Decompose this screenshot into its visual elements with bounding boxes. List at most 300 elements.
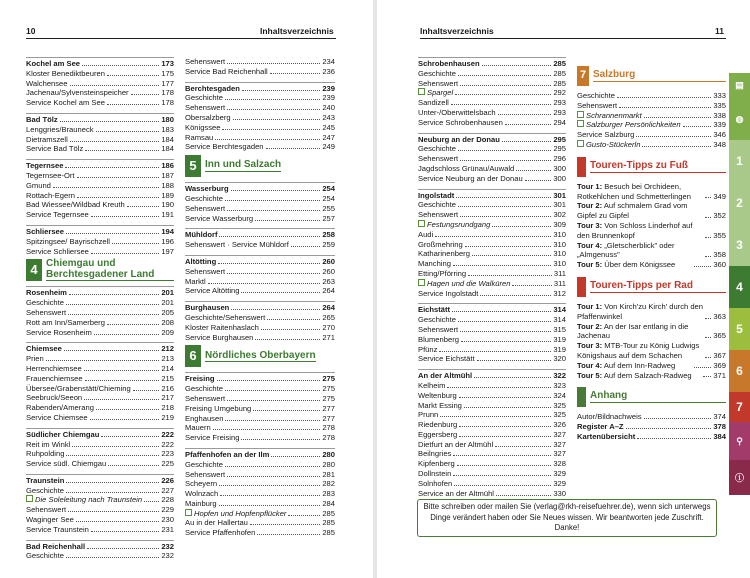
tour-label: Tour 5: (577, 260, 603, 270)
tour-entry (577, 302, 726, 322)
toc-entry-title: Geschichte (185, 459, 223, 469)
dot-leader (227, 470, 320, 477)
toc-entry-title: Service Eichstätt (418, 354, 475, 364)
dot-leader (213, 423, 321, 430)
toc-entry-title: Wasserburg (185, 184, 229, 194)
toc-page-number: 327 (553, 429, 566, 439)
dot-leader (495, 440, 551, 447)
toc-page-number: 282 (322, 479, 335, 489)
toc-page-number: 365 (713, 331, 726, 341)
toc-page-number: 230 (161, 515, 174, 525)
toc-entry (418, 459, 566, 469)
toc-entry-title: Hagen und die Walküren (427, 278, 511, 288)
toc-entry (26, 551, 174, 561)
toc-entry-title: Service Freising (185, 433, 240, 443)
chapter-tab-4[interactable] (729, 266, 750, 308)
toc-entry-title: Enghausen (185, 413, 224, 423)
toc-entry (577, 432, 726, 442)
toc-page-number: 293 (553, 107, 566, 117)
toc-page-number: 293 (553, 98, 566, 108)
dot-leader (452, 305, 551, 312)
toc-entry (418, 289, 566, 299)
toc-entry-title: Bad Wiessee/Wildbad Kreuth (26, 200, 125, 210)
dot-leader (461, 335, 551, 342)
toc-page-number: 329 (553, 469, 566, 479)
dot-leader (459, 420, 551, 427)
toc-page-number: 384 (713, 431, 726, 441)
tours-bike-marker (577, 277, 586, 297)
chapter-number: 4 (26, 259, 42, 281)
toc-entry (185, 240, 335, 250)
toc-entry-title: Service Tegernsee (26, 210, 89, 220)
toc-entry-title: Berchtesgaden (185, 83, 240, 93)
toc-entry-title: Geschichte (185, 193, 223, 203)
chapter-tab-7[interactable] (729, 392, 750, 422)
toc-column-1 (26, 57, 174, 561)
dot-leader (458, 200, 551, 207)
tab-walk-bike-icon[interactable] (729, 422, 750, 460)
toc-entry (185, 123, 335, 133)
toc-entry-title: Spargel (427, 88, 454, 98)
tour-description: Von Schloss Linderhof auf den Brunnenkopf (577, 220, 693, 240)
toc-entry (26, 495, 174, 505)
toc-entry-title: Service Ingolstadt (418, 288, 479, 298)
toc-page-number: 245 (322, 122, 335, 132)
toc-entry (26, 88, 174, 98)
tours-walking-title: Touren-Tipps zu Fuß (590, 161, 726, 173)
toc-entry (26, 135, 174, 145)
chapter-tab-label: 7 (736, 400, 743, 414)
toc-entry (26, 505, 174, 515)
toc-page-number: 265 (322, 312, 335, 322)
toc-entry-title: Sehenswert (185, 103, 226, 113)
box-marker-icon (185, 509, 192, 516)
toc-page-number: 236 (322, 66, 335, 76)
dot-leader (66, 476, 159, 483)
dot-leader (69, 288, 159, 295)
toc-entry-title: Salzburger Persönlichkeiten (586, 120, 681, 130)
tours-walking-marker (577, 157, 586, 177)
toc-entry (185, 333, 335, 343)
toc-page-number: 360 (713, 260, 726, 270)
dot-leader (472, 249, 551, 256)
chapter-title: Salzburg (593, 70, 726, 82)
chapter-tab-label: 6 (736, 364, 743, 378)
toc-entry (185, 509, 335, 519)
toc-entry (185, 142, 335, 152)
toc-entry (418, 335, 566, 345)
dot-leader (225, 460, 320, 467)
chapter-tab-label: 5 (736, 322, 743, 336)
toc-entry (418, 479, 566, 489)
dot-leader (90, 413, 160, 420)
toc-entry-title: Mauern (185, 423, 211, 433)
tour-text (577, 322, 703, 342)
chapter-tab-label: 1 (736, 154, 743, 168)
toc-page-number: 218 (161, 403, 174, 413)
toc-page-number: 285 (553, 78, 566, 88)
toc-entry (26, 328, 174, 338)
box-marker-icon (577, 140, 584, 147)
toc-entry-title: Beilngries (418, 449, 452, 459)
toc-entry-title: Freising (185, 374, 215, 384)
dot-leader (218, 257, 320, 264)
toc-page-number: 189 (161, 190, 174, 200)
toc-entry-title: Service Altötting (185, 286, 240, 296)
toc-page-number: 277 (322, 403, 335, 413)
toc-entry-title: Neuburg an der Donau (418, 134, 500, 144)
toc-page-number: 178 (161, 98, 174, 108)
toc-entry-title: Service Traunstein (26, 524, 89, 534)
toc-entry (185, 384, 335, 394)
toc-entry (185, 67, 335, 77)
dot-leader (133, 384, 160, 391)
toc-entry (418, 303, 566, 315)
toc-entry-title: Sehenswert (185, 266, 226, 276)
toc-entry-title: Sehenswert (26, 307, 67, 317)
toc-page-number: 378 (713, 422, 726, 432)
dot-leader (502, 135, 551, 142)
toc-entry (26, 440, 174, 450)
dot-leader (447, 381, 551, 388)
toc-entry-title: Chiemsee (26, 344, 62, 354)
toc-page-number: 196 (161, 236, 174, 246)
dot-leader (703, 376, 712, 377)
toc-page-number: 329 (553, 478, 566, 488)
toc-page-number: 294 (553, 117, 566, 127)
tour-text (577, 361, 692, 371)
toc-entry (185, 255, 335, 267)
toc-page-number: 263 (322, 276, 335, 286)
toc-page-number: 335 (713, 100, 726, 110)
toc-page-number: 227 (161, 485, 174, 495)
chapter-heading (185, 154, 335, 178)
toc-entry (26, 191, 174, 201)
toc-entry-title: Sehenswert (185, 57, 226, 66)
toc-page-number: 319 (553, 344, 566, 354)
dot-leader (101, 430, 159, 437)
dot-leader (460, 79, 551, 86)
tour-description: Auf dem Salzach-Radweg (602, 370, 692, 380)
dot-leader (107, 318, 159, 325)
toc-entry-title: Service Wasserburg (185, 213, 254, 223)
toc-page-number: 275 (322, 393, 335, 403)
dot-leader (91, 247, 159, 254)
toc-page-number: 215 (161, 373, 174, 383)
info-icon: ⓘ (734, 473, 744, 483)
chapter-heading (185, 344, 335, 368)
dot-leader (291, 240, 321, 247)
toc-entry (577, 140, 726, 150)
dot-leader (108, 459, 159, 466)
toc-entry-title: Sehenswert (418, 78, 459, 88)
toc-page-number: 260 (322, 256, 335, 266)
dot-leader (480, 289, 551, 296)
toc-page-number: 310 (553, 229, 566, 239)
toc-page-number: 311 (553, 278, 566, 288)
toc-entry-title: Tegernsee (26, 161, 64, 171)
toc-page-number: 173 (161, 59, 174, 68)
tour-text (577, 201, 703, 221)
toc-entry (418, 174, 566, 184)
box-marker-icon (577, 120, 584, 127)
toc-entry-title: Kartenübersicht (577, 431, 636, 441)
toc-entry-title: Südlicher Chiemgau (26, 429, 100, 439)
toc-page-number: 216 (161, 383, 174, 393)
toc-page-number: 222 (161, 429, 174, 439)
header-rule-left (26, 38, 336, 39)
chapter-tab-3[interactable] (729, 224, 750, 266)
toc-page-number: 314 (553, 315, 566, 325)
dot-leader (219, 230, 320, 237)
toc-entry-title: Riedenburg (418, 420, 458, 430)
toc-entry (185, 313, 335, 323)
dot-leader (70, 79, 160, 86)
walk-bike-icon: ⚲ (736, 435, 743, 446)
toc-entry-title: Sehenswert (577, 100, 618, 110)
toc-entry-title: Kochel am See (26, 59, 81, 68)
chapter-tab-1[interactable] (729, 140, 750, 182)
chapter-tab-6[interactable] (729, 350, 750, 392)
dot-leader (227, 267, 320, 274)
dot-leader (525, 174, 552, 181)
toc-entry (418, 430, 566, 440)
dot-leader (453, 449, 551, 456)
dot-leader (637, 432, 711, 439)
toc-entry (418, 259, 566, 269)
toc-entry (26, 181, 174, 191)
toc-entry-title: Bad Tölz (26, 114, 58, 124)
toc-entry (26, 69, 174, 79)
toc-entry (26, 459, 174, 469)
dot-leader (222, 123, 320, 130)
toc-page-number: 314 (553, 305, 566, 315)
toc-entry-title: Prunn (418, 410, 439, 420)
toc-page-number: 310 (553, 239, 566, 249)
tab-info-icon[interactable] (729, 460, 750, 495)
toc-page-number: 178 (161, 88, 174, 98)
appendix-entries (577, 412, 726, 441)
toc-page-number: 369 (713, 360, 726, 370)
toc-page-number: 310 (553, 249, 566, 259)
toc-entry-title: Übersee/Grabenstätt/Chieming (26, 383, 131, 393)
dot-leader (219, 499, 321, 506)
toc-entry-title: Gusto-Stückerln (586, 139, 641, 149)
toc-entry-title: Seebruck/Seeon (26, 393, 83, 403)
toc-entry (577, 130, 726, 140)
toc-entry-title: Freising Umgebung (185, 403, 252, 413)
toc-page-number: 254 (322, 193, 335, 203)
toc-page-number: 257 (322, 213, 335, 223)
dot-leader (94, 328, 159, 335)
dot-leader (705, 256, 711, 257)
dot-leader (440, 410, 551, 417)
dot-leader (66, 486, 159, 493)
page-number-left: 10 (26, 26, 36, 36)
dot-leader (705, 237, 711, 238)
toc-entry (26, 200, 174, 210)
toc-page-number: 295 (553, 134, 566, 144)
toc-entry (418, 220, 566, 230)
toc-entry (577, 422, 726, 432)
toc-entry-title: Blumenberg (418, 334, 459, 344)
dot-leader (498, 108, 552, 115)
toc-entry-title: Festungsrundgang (427, 219, 491, 229)
dot-leader (705, 197, 711, 198)
dot-leader (458, 144, 551, 151)
toc-entry-title: Ingolstadt (418, 190, 455, 200)
toc-entry (418, 108, 566, 118)
chapter-title: Inn und Salzach (205, 159, 282, 171)
toc-entry (185, 182, 335, 194)
toc-entry (26, 428, 174, 440)
toc-entry-title: Jagdschloss Grünau/Auwald (418, 163, 515, 173)
toc-entry (418, 369, 566, 381)
toc-entry (26, 225, 174, 237)
chapter-tab-label: 2 (736, 196, 743, 210)
toc-entry (185, 204, 335, 214)
toc-entry (577, 120, 726, 130)
toc-page-number: 184 (161, 134, 174, 144)
toc-entry-title: Burghausen (185, 303, 230, 313)
toc-entry (26, 342, 174, 354)
running-header-right: Inhaltsverzeichnis (420, 26, 494, 36)
dot-leader (439, 345, 551, 352)
toc-page-number: 319 (553, 334, 566, 344)
dot-leader (82, 59, 159, 66)
dot-leader (492, 220, 551, 227)
toc-entry-title: Autor/Bildnachweis (577, 412, 642, 422)
dot-leader (683, 120, 712, 127)
toc-page-number: 367 (713, 350, 726, 360)
chapter-title: Chiemgau und Berchtesgadener Land (46, 259, 174, 281)
toc-page-number: 275 (322, 374, 335, 384)
toc-entry-title: Service Chiemsee (26, 412, 88, 422)
tour-description: „Gletscherblick" oder „Almgenuss" (577, 240, 675, 260)
toc-entry (26, 486, 174, 496)
dot-leader (474, 371, 551, 378)
toc-entry-title: Großmehring (418, 239, 463, 249)
dot-leader (617, 91, 711, 98)
dot-leader (53, 181, 159, 188)
tour-text (577, 241, 703, 261)
toc-page-number: 363 (713, 311, 726, 321)
toc-entry (418, 249, 566, 259)
dot-leader (468, 269, 552, 276)
tour-description: Auf schmalem Grad vom Gipfel zu Gipfel (577, 201, 688, 221)
toc-entry (185, 113, 335, 123)
tour-label: Tour 2: (577, 321, 603, 331)
tours-walking-heading (577, 156, 726, 178)
toc-entry-title: Herrenchiemsee (26, 363, 82, 373)
toc-page-number: 323 (553, 380, 566, 390)
dot-leader (619, 101, 711, 108)
toc-page-number: 209 (161, 327, 174, 337)
dot-leader (505, 118, 551, 125)
toc-page-number: 309 (553, 219, 566, 229)
dot-leader (68, 505, 159, 512)
toc-page-number: 283 (322, 489, 335, 499)
tour-label: Tour 1: (577, 301, 603, 311)
toc-entry-title: Service Burghausen (185, 332, 254, 342)
toc-page-number: 338 (713, 110, 726, 120)
toc-entry (418, 98, 566, 108)
dot-leader (64, 344, 159, 351)
tour-label: Tour 4: (577, 240, 603, 250)
toc-entry (26, 79, 174, 89)
toc-entry-title: Dollnstein (418, 469, 452, 479)
box-marker-icon (26, 495, 33, 502)
toc-entry-title: Marktl (185, 276, 206, 286)
tour-text (577, 182, 703, 202)
toc-entry (418, 410, 566, 420)
toc-entry-title: Gmund (26, 180, 51, 190)
toc-entry (26, 403, 174, 413)
toc-entry (26, 98, 174, 108)
dot-leader (516, 164, 551, 171)
toc-entry-title: Service Bad Tölz (26, 144, 84, 154)
tour-text (577, 221, 703, 241)
dot-leader (227, 204, 320, 211)
dot-leader (144, 495, 159, 502)
toc-entry-title: Bad Reichenhall (26, 541, 86, 551)
toc-entry-title: Geschichte (418, 144, 456, 154)
dot-leader (694, 266, 711, 267)
toc-entry-title: Geschichte (185, 384, 223, 394)
toc-page-number: 201 (161, 298, 174, 308)
toc-page-number: 285 (322, 518, 335, 528)
toc-page-number: 300 (553, 173, 566, 183)
chapter-tab-5[interactable] (729, 308, 750, 350)
toc-entry-title: Service Rosenheim (26, 327, 92, 337)
tab-globe-icon[interactable] (729, 98, 750, 140)
toc-page-number: 239 (322, 93, 335, 103)
dot-leader (460, 154, 551, 161)
toc-page-number: 312 (553, 288, 566, 298)
toc-page-number: 325 (553, 410, 566, 420)
globe-icon: ◍ (735, 113, 744, 124)
chapter-number: 5 (185, 155, 201, 177)
dot-leader (457, 459, 552, 466)
toc-page-number: 349 (713, 191, 726, 201)
dot-leader (68, 308, 159, 315)
chapter-tab-2[interactable] (729, 182, 750, 224)
toc-entry-title: Service Kochel am See (26, 98, 105, 108)
tours-bike-heading (577, 276, 726, 298)
toc-page-number: 186 (161, 161, 174, 171)
toc-entry-title: Etting/Pförring (418, 268, 467, 278)
toc-page-number: 311 (553, 268, 566, 278)
toc-entry (418, 118, 566, 128)
dot-leader (261, 323, 320, 330)
toc-entry (577, 101, 726, 111)
tour-description: Besuch bei Orchideen, Rotkehlchen und Schmetterlingen (577, 181, 691, 201)
dot-leader (458, 69, 551, 76)
dot-leader (227, 57, 320, 64)
toc-entry (418, 440, 566, 450)
toc-page-number: 232 (161, 551, 174, 561)
toc-page-number: 260 (322, 266, 335, 276)
dot-leader (270, 67, 321, 74)
toc-page-number: 296 (553, 154, 566, 164)
dot-leader (644, 412, 712, 419)
dot-leader (465, 240, 552, 247)
toc-entry (418, 381, 566, 391)
tour-text (577, 260, 692, 270)
toc-entry-title: Kloster Raitenhaslach (185, 322, 259, 332)
tab-book-icon[interactable] (729, 73, 750, 98)
toc-entry-title: Service Schliersee (26, 246, 89, 256)
